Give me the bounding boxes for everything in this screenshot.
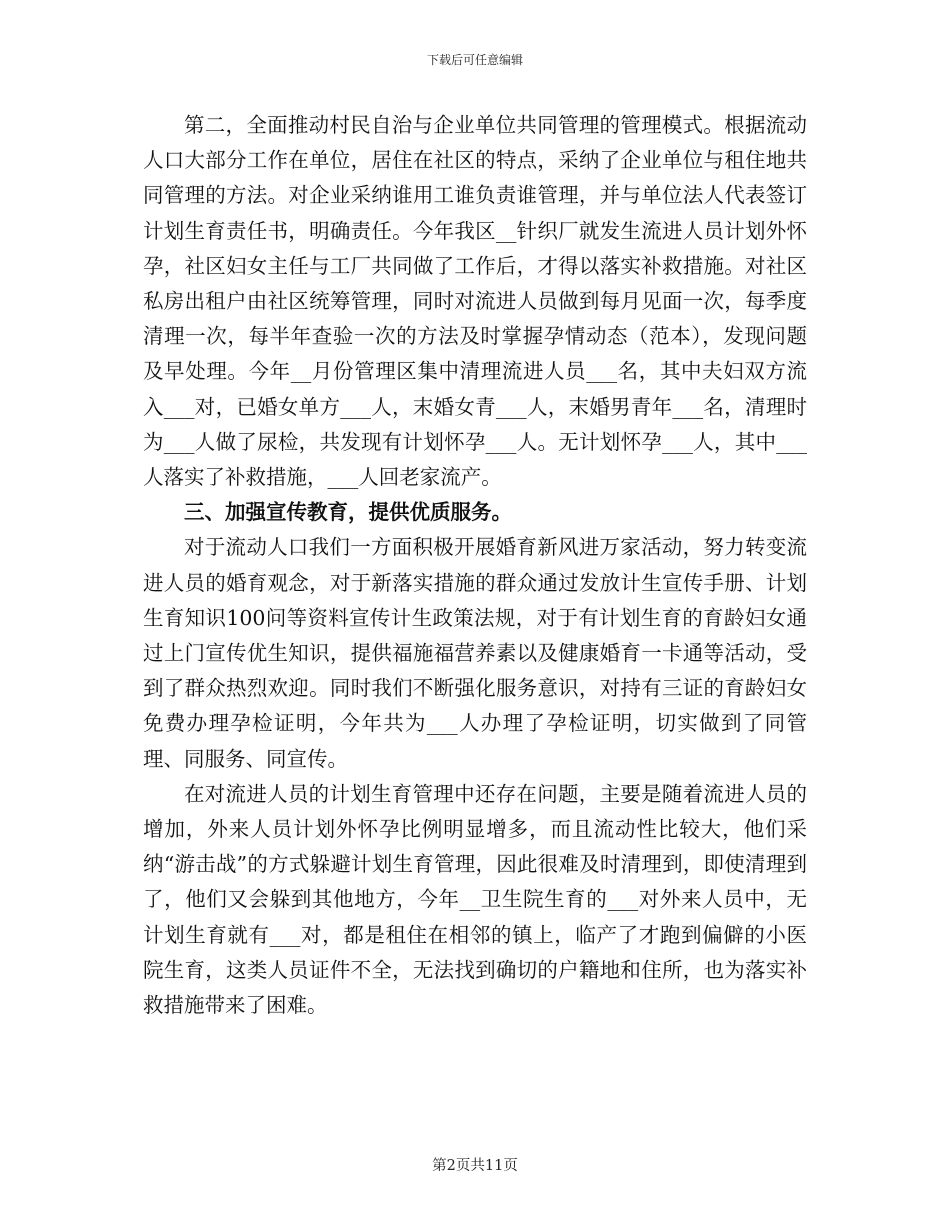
document-body xyxy=(143,108,807,1023)
page-header-note: 下载后可任意编辑 xyxy=(426,53,523,67)
paragraph-existing-problems: 在对流进人员的计划生育管理中还存在问题，主要是随着流进人员的增加，外来人员计划外怀孕比例明显增多，而且流动性比较大，他们采纳“游击战”的方式躲避计划生育管理，因此很难及时清理到，即使清理到了，他们又会躲到其他地方，今年__卫生院生育的___对外来人员中，无计划生育就有___对，都是租住在相邻的镇上，临产了才跑到偏僻的小医院生育，这类人员证件不全，无法找到确切的户籍地和住所，也为落实补救措施带来了困难。 xyxy=(143,781,807,1018)
page-number: 第2页共11页 xyxy=(432,1158,518,1174)
paragraph-management-model: 第二，全面推动村民自治与企业单位共同管理的管理模式。根据流动人口大部分工作在单位，居住在社区的特点，采纳了企业单位与租住地共同管理的方法。对企业采纳谁用工谁负责谁管理，并与单位法人代表签订计划生育责任书，明确责任。今年我区__针织厂就发生流进人员计划外怀孕，社区妇女主任与工厂共同做了工作后，才得以落实补救措施。对社区私房出租户由社区统筹管理，同时对流进人员做到每月见面一次，每季度清理一次，每半年查验一次的方法及时掌握孕情动态（范本），发现问题及早处理。今年__月份管理区集中清理流进人员___名，其中夫妇双方流入___对，已婚女单方___人，末婚女青___人，末婚男青年___名，清理时为___人做了尿检，共发现有计划怀孕___人。无计划怀孕___人，其中___人落实了补救措施，___人回老家流产。 xyxy=(143,113,807,490)
paragraph-publicity-service: 对于流动人口我们一方面积极开展婚育新风进万家活动，努力转变流进人员的婚育观念，对于新落实措施的群众通过发放计生宣传手册、计划生育知识100问等资料宣传计生政策法规，对于有计划生育的育龄妇女通过上门宣传优生知识，提供福施福营养素以及健康婚育一卡通等活动，受到了群众热烈欢迎。同时我们不断强化服务意识，对持有三证的育龄妇女免费办理孕检证明，今年共为___人办理了孕检证明，切实做到了同管理、同服务、同宣传。 xyxy=(143,535,807,771)
section-heading-publicity: 三、加强宣传教育，提供优质服务。 xyxy=(184,500,512,525)
